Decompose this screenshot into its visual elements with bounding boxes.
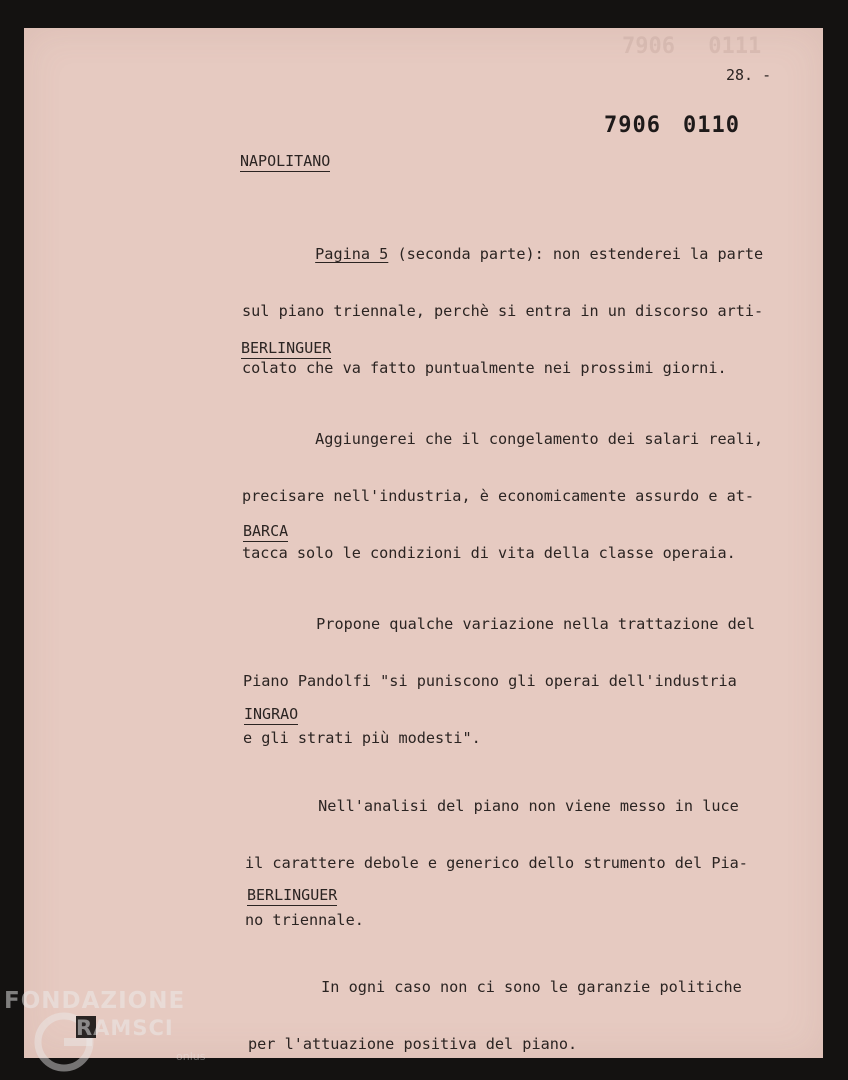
speaker-name: NAPOLITANO bbox=[240, 152, 331, 170]
paragraph bbox=[242, 207, 763, 397]
fondazione-gramsci-watermark bbox=[4, 988, 224, 1076]
paragraph-line: colato che va fatto puntualmente nei prossimi giorni. bbox=[242, 359, 727, 377]
paragraph bbox=[243, 577, 755, 767]
paragraph-text: Nell'analisi del piano non viene messo in luce bbox=[318, 797, 739, 815]
paragraph-line bbox=[243, 615, 755, 634]
paragraph-line: e gli strati più modesti". bbox=[243, 729, 481, 747]
paragraph-line: precisare nell'industria, è economicamente assurdo e at- bbox=[242, 487, 755, 505]
archive-number-part2: 0110 bbox=[682, 113, 740, 138]
speaker-name: INGRAO bbox=[244, 705, 299, 723]
watermark-line2: RAMSCI bbox=[76, 1016, 174, 1040]
paragraph-line: il carattere debole e generico dello strumento del Pia- bbox=[245, 854, 748, 872]
paragraph-text: Aggiungerei che il congelamento dei salari reali, bbox=[315, 430, 764, 448]
archive-number-part1: 7906 bbox=[604, 113, 661, 138]
watermark-line1: FONDAZIONE bbox=[4, 988, 186, 1014]
paragraph bbox=[248, 940, 742, 1073]
paragraph-line: per l'attuazione positiva del piano. bbox=[248, 1035, 578, 1053]
paragraph-line bbox=[248, 978, 742, 997]
paragraph-line bbox=[242, 245, 763, 264]
underlined-reference: Pagina 5 bbox=[315, 245, 389, 263]
speaker-name: BERLINGUER bbox=[241, 339, 332, 357]
paragraph-line: no triennale. bbox=[245, 911, 364, 929]
speaker-name: BERLINGUER bbox=[247, 886, 338, 904]
paragraph bbox=[242, 392, 763, 582]
paragraph-text: (seconda parte): non estenderei la parte bbox=[388, 245, 764, 263]
speaker-name: BARCA bbox=[243, 522, 289, 540]
paragraph-text: Propone qualche variazione nella trattazione del bbox=[316, 615, 756, 633]
paragraph-line bbox=[245, 797, 748, 816]
show-through-stamp bbox=[622, 34, 761, 59]
paragraph-line: tacca solo le condizioni di vita della classe operaia. bbox=[242, 544, 736, 562]
archive-number bbox=[604, 113, 740, 138]
paragraph-line: Piano Pandolfi "si puniscono gli operai dell'industria bbox=[243, 672, 737, 690]
show-through-stamp-part2: 0111 bbox=[708, 34, 762, 59]
paragraph-line bbox=[242, 430, 763, 449]
watermark-onlus: onlus bbox=[176, 1050, 206, 1063]
show-through-stamp-part1: 7906 bbox=[622, 34, 675, 59]
paragraph bbox=[245, 759, 748, 949]
paragraph-text: In ogni caso non ci sono le garanzie politiche bbox=[321, 978, 742, 996]
paragraph-line: sul piano triennale, perchè si entra in un discorso arti- bbox=[242, 302, 764, 320]
page-number: 28. - bbox=[726, 66, 772, 84]
